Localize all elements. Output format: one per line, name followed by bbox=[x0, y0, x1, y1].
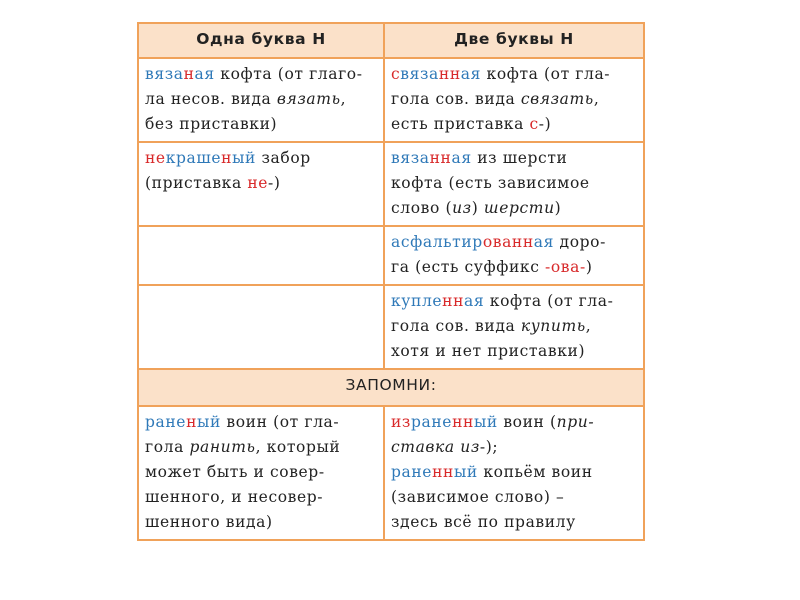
text-segment: кофта (от гла- bbox=[481, 65, 611, 83]
text-segment: из шерсти bbox=[471, 149, 568, 167]
highlight-blue: краше bbox=[165, 149, 222, 167]
text-line bbox=[145, 485, 377, 510]
highlight-red: нн bbox=[429, 149, 452, 167]
text-line bbox=[145, 87, 377, 112]
text-line bbox=[391, 314, 637, 339]
text-segment: кофта (от гла- bbox=[484, 292, 614, 310]
text-segment: купить bbox=[520, 317, 586, 335]
text-segment: гола bbox=[145, 438, 190, 456]
text-line bbox=[145, 510, 377, 535]
text-segment: (приставка bbox=[145, 174, 248, 192]
highlight-blue: ая bbox=[460, 65, 481, 83]
highlight-blue: ране bbox=[411, 413, 453, 431]
text-segment: ) bbox=[554, 199, 562, 217]
text-line bbox=[145, 112, 377, 137]
text-segment: забор bbox=[255, 149, 311, 167]
text-segment: ) bbox=[471, 199, 484, 217]
cell-two-n bbox=[384, 142, 644, 226]
highlight-blue: ая bbox=[464, 292, 485, 310]
memo-row bbox=[138, 369, 644, 406]
highlight-red: из bbox=[391, 413, 411, 431]
highlight-red: с bbox=[529, 115, 539, 133]
highlight-blue: вяза bbox=[145, 65, 184, 83]
text-segment: , bbox=[593, 90, 600, 108]
text-line bbox=[391, 196, 637, 221]
text-segment: , bbox=[340, 90, 347, 108]
text-segment: копьём воин bbox=[477, 463, 593, 481]
highlight-red: ова bbox=[482, 233, 512, 251]
text-segment: шерсти bbox=[483, 199, 555, 217]
highlight-blue: купле bbox=[391, 292, 443, 310]
text-segment: связать bbox=[520, 90, 594, 108]
table-row bbox=[138, 142, 644, 226]
text-segment: ставка bbox=[391, 438, 455, 456]
text-segment: доро- bbox=[554, 233, 606, 251]
text-line bbox=[391, 339, 637, 364]
highlight-red: н bbox=[186, 413, 198, 431]
text-segment: воин (от гла- bbox=[220, 413, 340, 431]
cell-one-n-empty bbox=[138, 226, 384, 285]
text-segment: воин ( bbox=[497, 413, 557, 431]
highlight-blue: ый bbox=[232, 149, 256, 167]
text-segment: -); bbox=[479, 438, 499, 456]
header-one-n: Одна буква Н bbox=[138, 23, 384, 58]
highlight-red: с bbox=[391, 65, 401, 83]
text-line bbox=[391, 112, 637, 137]
highlight-blue: вяза bbox=[391, 149, 430, 167]
highlight-red: нн bbox=[432, 463, 454, 481]
text-segment: -) bbox=[538, 115, 552, 133]
text-segment: (зависимое слово) – bbox=[391, 488, 565, 506]
header-row bbox=[138, 23, 644, 58]
highlight-blue: ая bbox=[533, 233, 555, 251]
highlight-red: нн bbox=[442, 292, 465, 310]
text-line bbox=[391, 410, 637, 435]
highlight-red: н bbox=[183, 65, 195, 83]
highlight-red: -ова- bbox=[545, 258, 586, 276]
text-segment: вязать bbox=[276, 90, 341, 108]
text-segment: ) bbox=[585, 258, 593, 276]
text-segment: , который bbox=[255, 438, 341, 456]
text-line bbox=[145, 410, 377, 435]
text-segment: хотя и нет приставки) bbox=[391, 342, 586, 360]
highlight-blue: асфальтир bbox=[391, 233, 483, 251]
cell-one-n-empty bbox=[138, 285, 384, 369]
text-segment: ранить bbox=[189, 438, 256, 456]
table-row bbox=[138, 406, 644, 540]
highlight-blue: ый bbox=[197, 413, 221, 431]
text-line bbox=[391, 510, 637, 535]
text-segment: может быть и совер- bbox=[145, 463, 325, 481]
text-line bbox=[145, 435, 377, 460]
cell-two-n bbox=[384, 226, 644, 285]
cell-two-n bbox=[384, 406, 644, 540]
text-segment: гола сов. вида bbox=[391, 90, 521, 108]
highlight-red: нн bbox=[438, 65, 461, 83]
highlight-blue: ая bbox=[451, 149, 472, 167]
highlight-blue: ая bbox=[194, 65, 215, 83]
highlight-blue: ый bbox=[473, 413, 498, 431]
table-row bbox=[138, 58, 644, 142]
text-line bbox=[391, 255, 637, 280]
highlight-red: не bbox=[247, 174, 269, 192]
text-segment: кофта (есть зависимое bbox=[391, 174, 590, 192]
text-line bbox=[391, 460, 637, 485]
text-line bbox=[391, 230, 637, 255]
cell-one-n bbox=[138, 406, 384, 540]
text-segment: из bbox=[460, 438, 480, 456]
highlight-red: н bbox=[221, 149, 233, 167]
text-segment: га (есть суффикс bbox=[391, 258, 546, 276]
text-segment: при- bbox=[556, 413, 595, 431]
text-line bbox=[391, 171, 637, 196]
highlight-blue: ране bbox=[145, 413, 187, 431]
header-two-n: Две буквы Н bbox=[384, 23, 644, 58]
text-segment: из bbox=[452, 199, 472, 217]
text-segment: шенного, и несовер- bbox=[145, 488, 324, 506]
text-segment: , bbox=[585, 317, 592, 335]
text-segment: кофта (от глаго- bbox=[214, 65, 363, 83]
text-line bbox=[145, 171, 377, 196]
text-line bbox=[391, 87, 637, 112]
text-line bbox=[145, 460, 377, 485]
text-segment: ла несов. вида bbox=[145, 90, 277, 108]
text-segment: -) bbox=[268, 174, 281, 192]
text-line bbox=[391, 146, 637, 171]
spelling-rules-table bbox=[137, 22, 645, 541]
highlight-blue: ый bbox=[453, 463, 478, 481]
memo-heading: ЗАПОМНИ: bbox=[138, 369, 644, 406]
cell-one-n bbox=[138, 58, 384, 142]
table-row bbox=[138, 226, 644, 285]
text-line bbox=[145, 146, 377, 171]
text-line bbox=[391, 289, 637, 314]
cell-two-n bbox=[384, 285, 644, 369]
text-segment: шенного вида) bbox=[145, 513, 273, 531]
text-segment: гола сов. вида bbox=[391, 317, 521, 335]
highlight-blue: ране bbox=[391, 463, 433, 481]
text-segment: без приставки) bbox=[145, 115, 278, 133]
spelling-rules-table-container bbox=[137, 22, 643, 532]
text-line bbox=[391, 62, 637, 87]
highlight-red: не bbox=[145, 149, 166, 167]
highlight-red: нн bbox=[511, 233, 534, 251]
text-line bbox=[145, 62, 377, 87]
cell-two-n bbox=[384, 58, 644, 142]
text-line bbox=[391, 435, 637, 460]
text-segment: здесь всё по правилу bbox=[391, 513, 576, 531]
cell-one-n bbox=[138, 142, 384, 226]
highlight-blue: вяза bbox=[400, 65, 439, 83]
text-line bbox=[391, 485, 637, 510]
text-segment: есть приставка bbox=[391, 115, 530, 133]
text-segment: слово ( bbox=[391, 199, 453, 217]
highlight-red: нн bbox=[452, 413, 474, 431]
table-row bbox=[138, 285, 644, 369]
